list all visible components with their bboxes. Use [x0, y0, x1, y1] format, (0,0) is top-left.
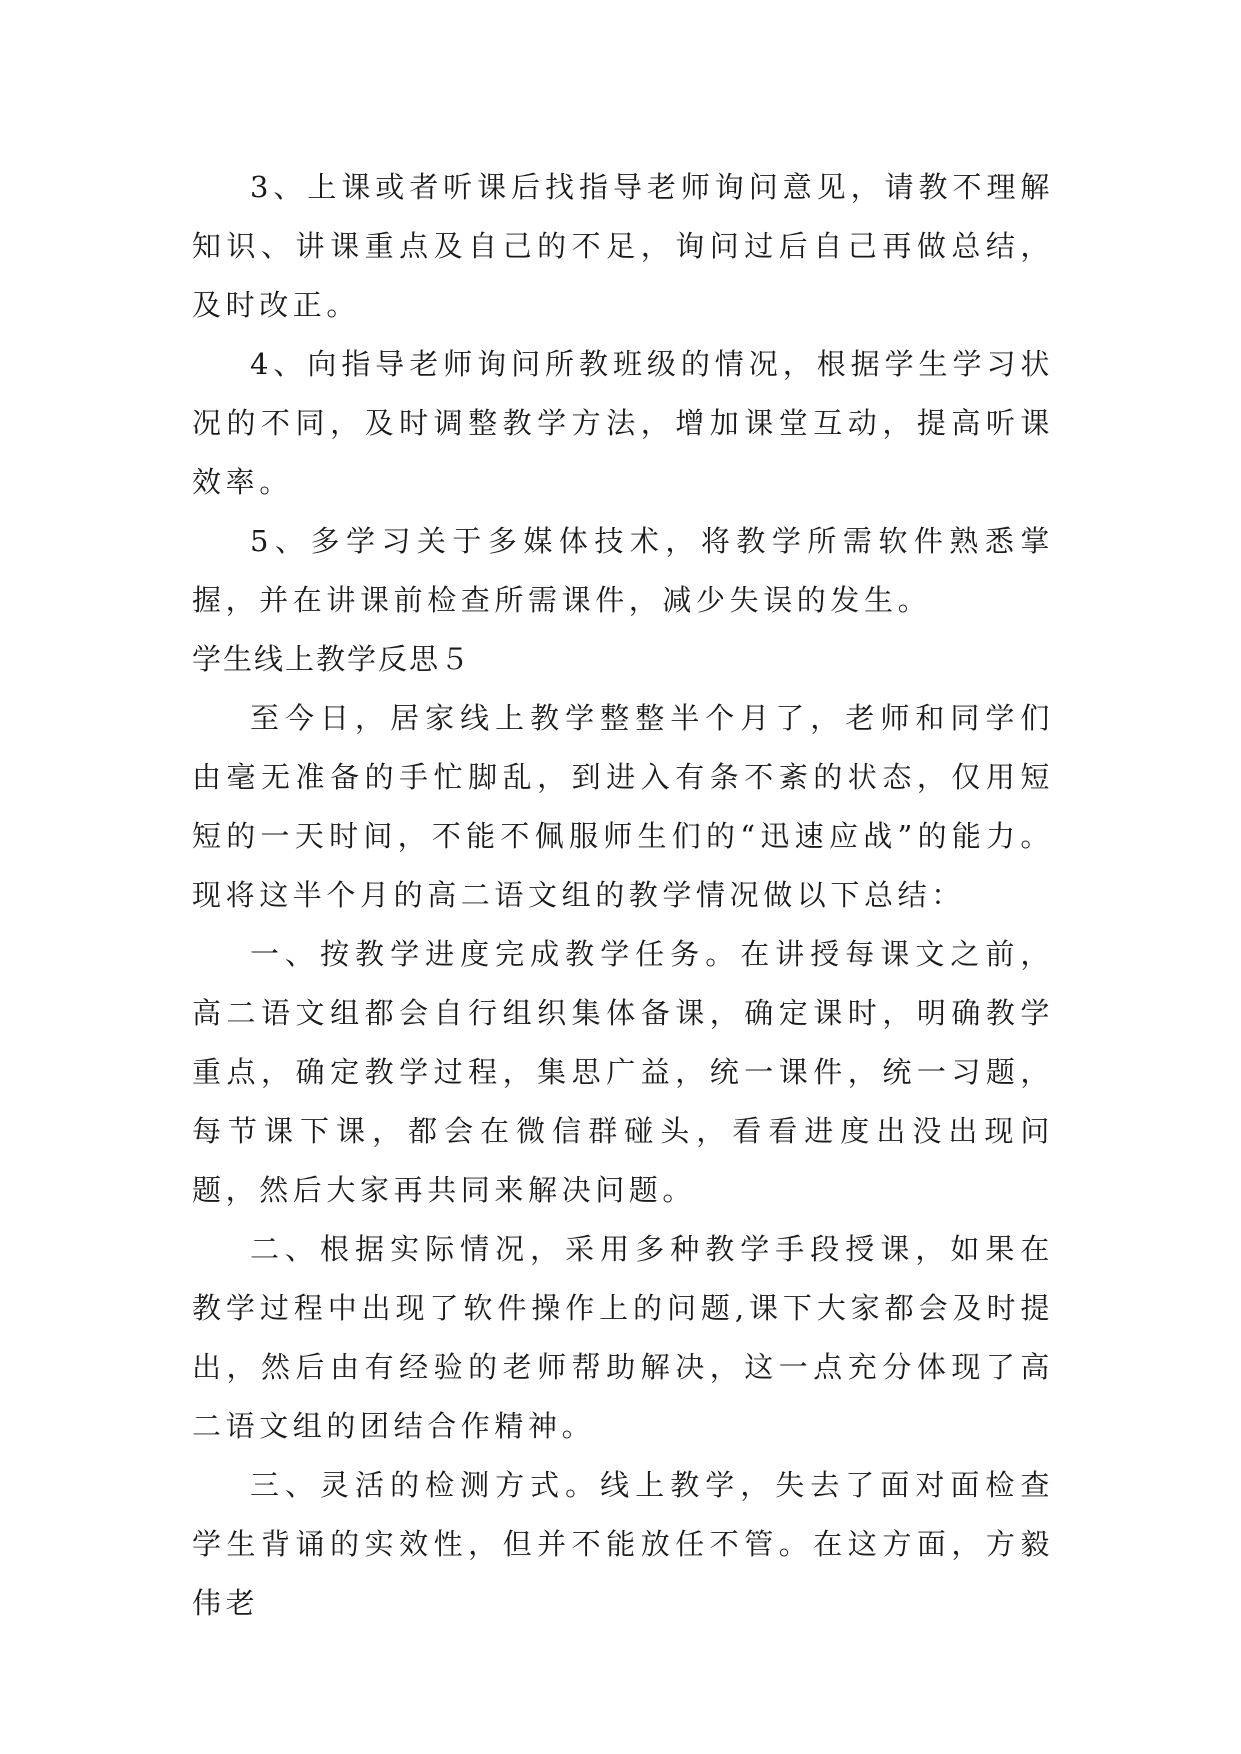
paragraph-4: 4、向指导老师询问所教班级的情况，根据学生学习状况的不同，及时调整教学方法，增加课堂互动，提高听课效率。: [192, 347, 1054, 499]
paragraph-point-2: 二、根据实际情况，采用多种教学手段授课，如果在教学过程中出现了软件操作上的问题,课下大家都会及时提出，然后由有经验的老师帮助解决，这一点充分体现了高二语文组的团结合作精神。: [192, 1232, 1054, 1443]
document-body: [192, 158, 1054, 1633]
paragraph-3: 3、上课或者听课后找指导老师询问意见，请教不理解知识、讲课重点及自己的不足，询问过后自己再做总结，及时改正。: [192, 170, 1054, 322]
section-heading: 学生线上教学反思５: [192, 642, 472, 676]
paragraph-5: 5、多学习关于多媒体技术，将教学所需软件熟悉掌握，并在讲课前检查所需课件，减少失误的发生。: [192, 524, 1054, 617]
paragraph-point-1: 一、按教学进度完成教学任务。在讲授每课文之前，高二语文组都会自行组织集体备课，确定课时，明确教学重点，确定教学过程，集思广益，统一课件，统一习题，每节课下课，都会在微信群碰头，看看进度出没出现问题，然后大家再共同来解决问题。: [192, 937, 1054, 1207]
paragraph-point-3: 三、灵活的检测方式。线上教学，失去了面对面检查学生背诵的实效性，但并不能放任不管。在这方面，方毅伟老: [192, 1468, 1054, 1620]
paragraph-intro: 至今日，居家线上教学整整半个月了，老师和同学们由毫无准备的手忙脚乱，到进入有条不紊的状态，仅用短短的一天时间，不能不佩服师生们的“迅速应战”的能力。现将这半个月的高二语文组的教学情况做以下总结：: [192, 701, 1054, 912]
